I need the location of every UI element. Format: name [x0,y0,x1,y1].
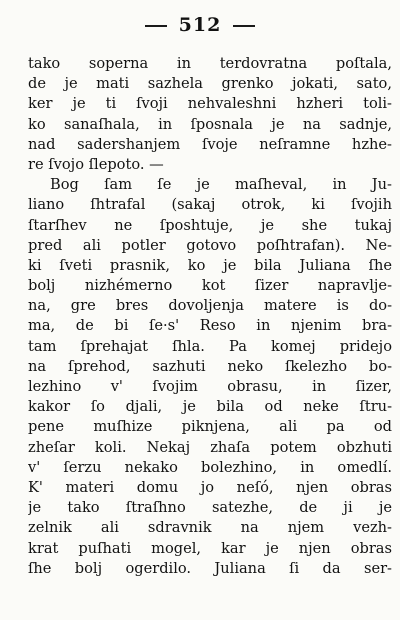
text-line: pene muſhize piknjena, ali pa od [28,418,392,436]
text-line: ki ſveti prasnik, ko je bila Juliana ſhe [28,256,392,274]
text-line: na, gre bres dovoljenja matere is do- [28,297,392,315]
text-line: krat puſhati mogel, kar je njen obras [28,539,392,557]
header-dash-left [145,25,167,27]
text-line: ſhe bolj ogerdilo. Juliana ſi da ser- [28,559,392,577]
text-line: tako soperna in terdovratna poſtala, [28,55,392,72]
page-header [0,14,400,36]
text-line: ma, de bi ſe·s' Reso in njenim bra- [28,317,392,335]
text-line: ko sanaſhala, in ſposnala je na sadnje, [28,115,392,133]
text-line: K' materi domu jo neſó, njen obras [28,478,392,496]
text-line: na ſprehod, sazhuti neko ſkelezho bo- [28,357,392,375]
text-line: lezhino v' ſvojim obrasu, in ſizer, [28,378,392,395]
text-line: de je mati sazhela grenko jokati, sato, [28,75,392,93]
body-text [28,54,392,579]
text-line: bolj nizhémerno kot ſizer napravlje- [28,277,392,295]
text-line: tam ſprehajat ſhla. Pa komej pridejo [28,337,392,355]
text-line: ſtarſhev ne ſposhtuje, je she tukaj [28,216,392,234]
text-line: v' ſerzu nekako bolezhino, in omedlí. [28,458,392,476]
text-line: nad sadershanjem ſvoje neſramne hzhe- [28,135,392,153]
text-line: re ſvojo ſlepoto. — [28,155,164,173]
text-line: liano ſhtrafal (sakaj otrok, ki ſvojih [28,196,392,214]
text-line: kakor ſo djali, je bila od neke ſtru- [28,398,392,416]
text-line: ker je ti ſvoji nehvaleshni hzheri toli- [28,95,392,113]
header-dash-right [233,25,255,27]
text-line: zheſar koli. Nekaj zhaſa potem obzhuti [28,438,392,456]
text-line: zelnik ali sdravnik na njem vezh- [28,519,392,537]
text-line: je tako ſtraſhno satezhe, de ji je [28,499,392,517]
text-line: Bog ſam ſe je maſheval, in Ju- [50,176,392,194]
page-number: 512 [178,14,222,36]
text-line: pred ali potler gotovo poſhtrafan). Ne- [28,236,392,254]
